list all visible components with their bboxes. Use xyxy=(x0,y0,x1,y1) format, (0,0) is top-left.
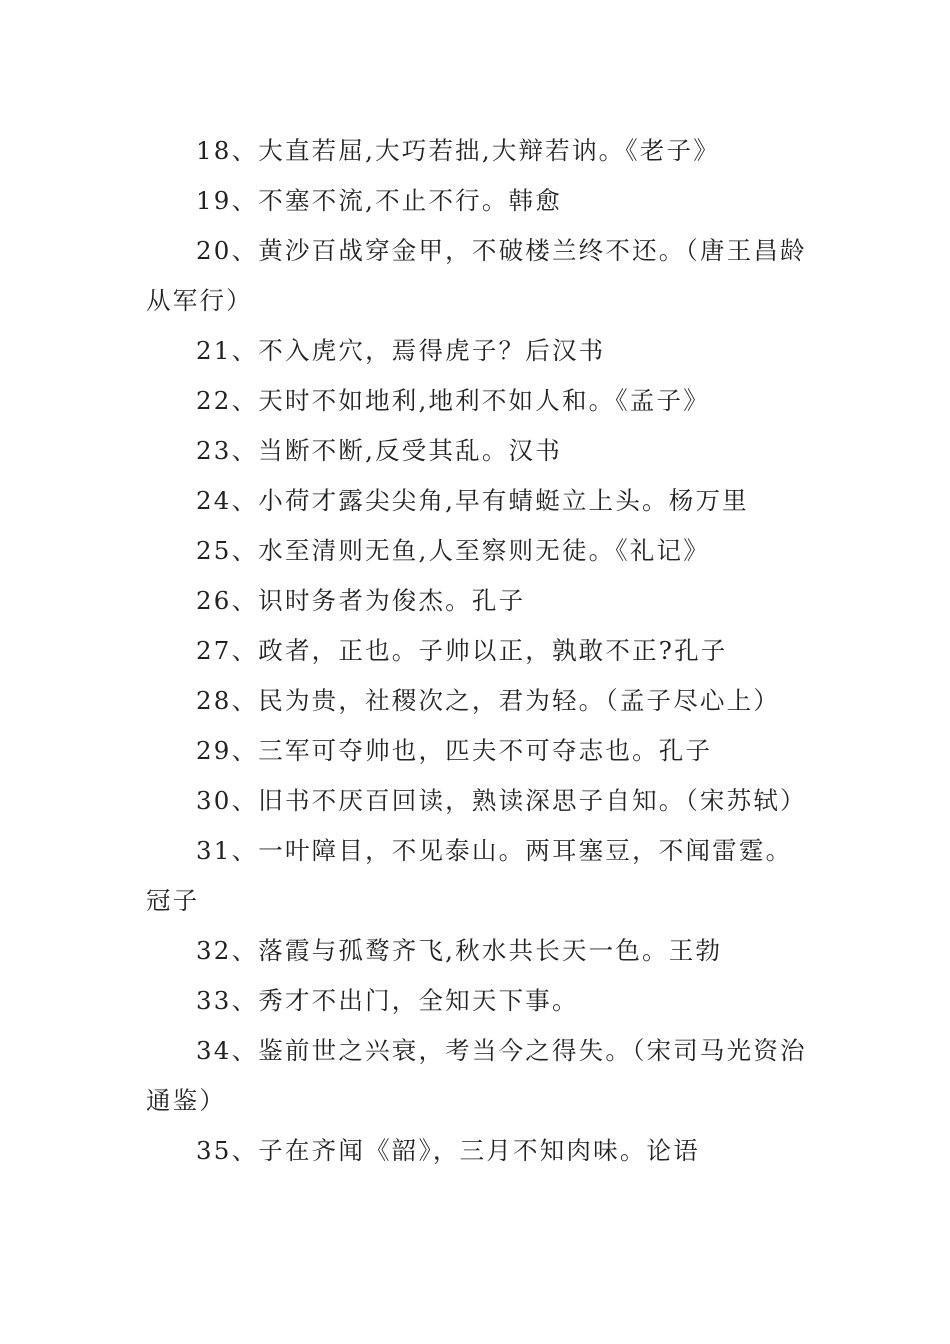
quote-34: 34、鉴前世之兴衰，考当今之得失。（宋司马光资治通鉴） xyxy=(146,1036,807,1115)
quote-26: 26、识时务者为俊杰。孔子 xyxy=(196,586,526,615)
quote-29: 29、三军可夺帅也，匹夫不可夺志也。孔子 xyxy=(196,736,713,765)
quote-35: 35、子在齐闻《韶》，三月不知肉味。论语 xyxy=(196,1136,700,1165)
quote-30: 30、旧书不厌百回读，熟读深思子自知。（宋苏轼） xyxy=(196,786,807,815)
quote-19: 19、不塞不流,不止不行。韩愈 xyxy=(196,186,562,215)
quote-23: 23、当断不断,反受其乱。汉书 xyxy=(196,436,562,465)
quote-24: 24、小荷才露尖尖角,早有蜻蜓立上头。杨万里 xyxy=(196,486,749,515)
quote-31: 31、一叶障目，不见泰山。两耳塞豆，不闻雷霆。冠子 xyxy=(146,836,793,915)
quote-27: 27、政者，正也。子帅以正，孰敢不正?孔子 xyxy=(196,636,728,665)
quote-20: 20、黄沙百战穿金甲，不破楼兰终不还。（唐王昌龄从军行） xyxy=(146,236,807,315)
quote-25: 25、水至清则无鱼,人至察则无徒。《礼记》 xyxy=(196,536,710,565)
quote-33: 33、秀才不出门，全知天下事。 xyxy=(196,986,579,1015)
quote-21: 21、不入虎穴，焉得虎子？后汉书 xyxy=(196,336,606,365)
quote-32: 32、落霞与孤鹜齐飞,秋水共长天一色。王勃 xyxy=(196,936,723,965)
quote-18: 18、大直若屈,大巧若拙,大辩若讷。《老子》 xyxy=(196,136,720,165)
quote-28: 28、民为贵，社稷次之，君为轻。（孟子尽心上） xyxy=(196,686,781,715)
quote-list xyxy=(146,126,811,1176)
quote-22: 22、天时不如地利,地利不如人和。《孟子》 xyxy=(196,386,710,415)
